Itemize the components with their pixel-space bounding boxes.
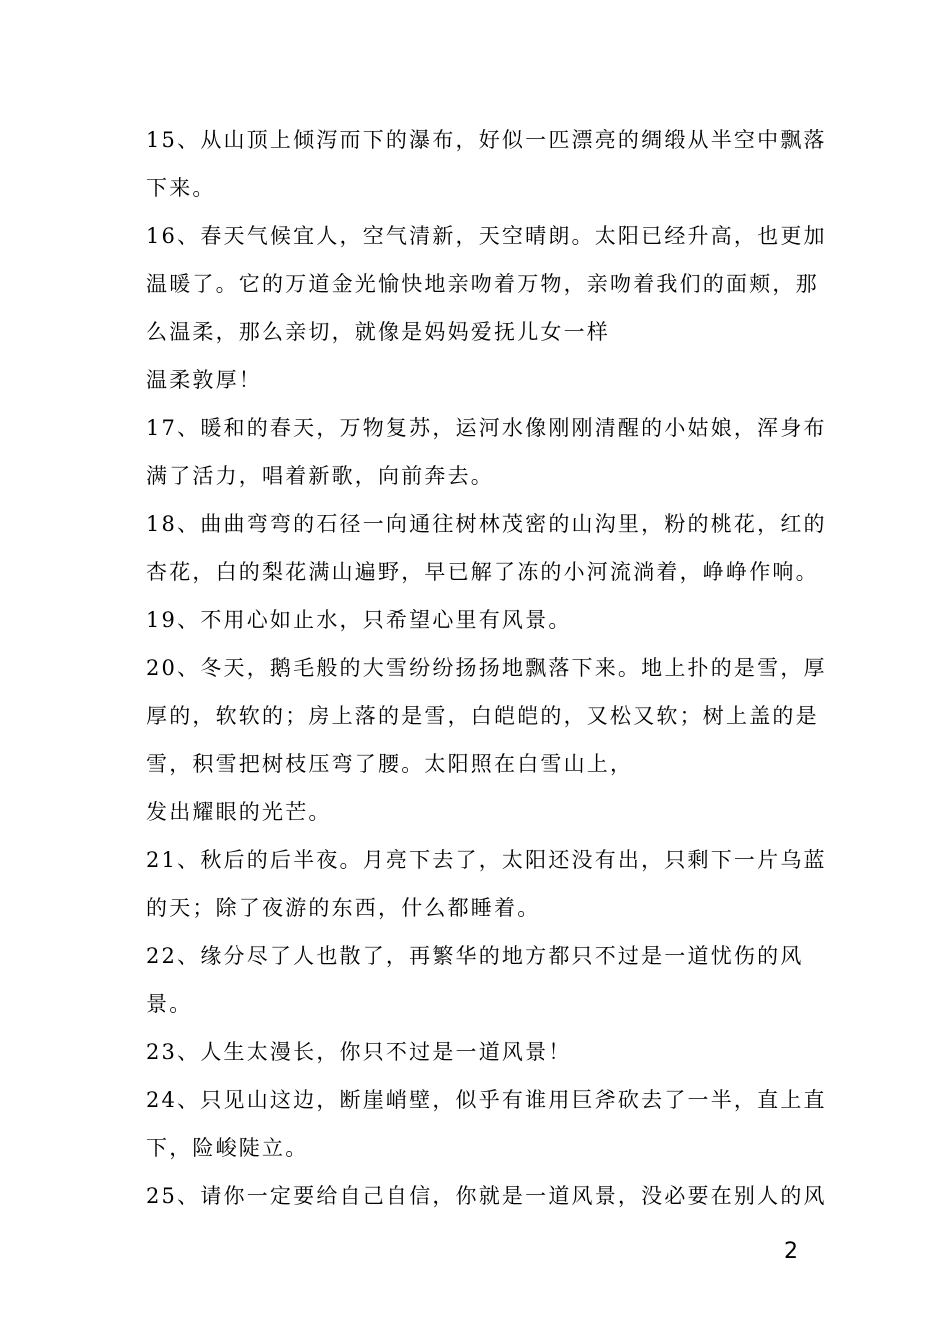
text-line: 18、曲曲弯弯的石径一向通往树林茂密的山沟里，粉的桃花，红的	[146, 512, 827, 536]
text-line: 16、春天气候宜人，空气清新，天空晴朗。太阳已经升高，也更加	[146, 224, 827, 248]
text-line: 么温柔，那么亲切，就像是妈妈爱抚儿女一样	[146, 320, 610, 344]
text-line: 发出耀眼的光芒。	[146, 800, 332, 824]
text-line: 25、请你一定要给自己自信，你就是一道风景，没必要在别人的风	[146, 1184, 827, 1208]
text-line: 温暖了。它的万道金光愉快地亲吻着万物，亲吻着我们的面颊，那	[146, 272, 819, 296]
text-line: 厚的，软软的；房上落的是雪，白皑皑的，又松又软；树上盖的是	[146, 704, 819, 728]
text-line: 满了活力，唱着新歌，向前奔去。	[146, 464, 494, 488]
text-line: 19、不用心如止水，只希望心里有风景。	[146, 608, 572, 632]
text-line: 雪，积雪把树枝压弯了腰。太阳照在白雪山上，	[146, 752, 634, 776]
text-line: 20、冬天，鹅毛般的大雪纷纷扬扬地飘落下来。地上扑的是雪，厚	[146, 656, 827, 680]
text-line: 的天；除了夜游的东西，什么都睡着。	[146, 896, 541, 920]
text-line: 下来。	[146, 176, 216, 200]
text-line: 21、秋后的后半夜。月亮下去了，太阳还没有出，只剩下一片乌蓝	[146, 848, 827, 872]
page-number: 2	[784, 1239, 798, 1264]
text-line: 15、从山顶上倾泻而下的瀑布，好似一匹漂亮的绸缎从半空中飘落	[146, 128, 827, 152]
text-line: 景。	[146, 992, 193, 1016]
text-line: 24、只见山这边，断崖峭壁，似乎有谁用巨斧砍去了一半，直上直	[146, 1088, 827, 1112]
text-line: 17、暖和的春天，万物复苏，运河水像刚刚清醒的小姑娘，浑身布	[146, 416, 827, 440]
text-line: 杏花，白的梨花满山遍野，早已解了冻的小河流淌着，峥峥作响。	[146, 560, 819, 584]
text-line: 23、人生太漫长，你只不过是一道风景！	[146, 1040, 572, 1064]
text-line: 下，险峻陡立。	[146, 1136, 309, 1160]
text-line: 22、缘分尽了人也散了，再繁华的地方都只不过是一道忧伤的风	[146, 944, 804, 968]
text-line: 温柔敦厚！	[146, 368, 262, 392]
